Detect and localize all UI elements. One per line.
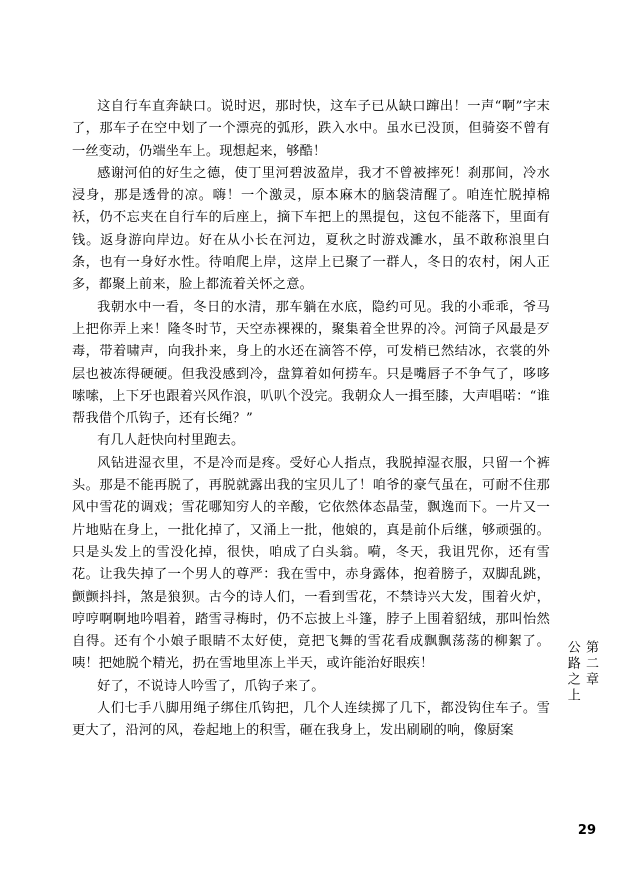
paragraph: 好了，不说诗人吟雪了，爪钩子来了。 bbox=[97, 678, 325, 694]
paragraph: 我朝水中一看，冬日的水清，那车躺在水底，隐约可见。我的小乖乖，爷马上把你弄上来！隆冬时节，天空赤裸裸的，聚集着全世界的冷。河筒子风最是歹毒，带着啸声，向我扑来，身上的水还在滴答不停，可发梢已然结冰，衣裳的外层也被冻得硬硬。但我没感到冷，盘算着如何捞车。只是嘴唇子不争气了，哆哆嗦嗦，上下牙也跟着兴风作浪，叭叭个没完。我朝众人一揖至膝，大声唱喏：“谁帮我借个爪钩子，还有长绳？” bbox=[72, 299, 550, 427]
chapter-side-label bbox=[554, 640, 598, 704]
paragraph: 感谢河伯的好生之德，使丁里河碧波盈岸，我才不曾被摔死！刹那间，冷水浸身，那是透骨的凉。嗨！一个激灵，原本麻木的脑袋清醒了。咱连忙脱掉棉袄，仍不忘夹在自行车的后座上，摘下车把上的黑提包，这包不能落下，里面有钱。返身游向岸边。好在从小长在河边，夏秋之时游戏濉水，虽不敢称浪里白条，也有一身好水性。待咱爬上岸，这岸上已聚了一群人，冬日的农村，闲人正多，都聚上前来，脸上都流着关怀之意。 bbox=[72, 165, 550, 293]
paragraph: 人们七手八脚用绳子绑住爪钩把，几个人连续掷了几下，都没钩住车子。雪更大了，沿河的风，卷起地上的积雪，砸在我身上，发出刷刷的响，像厨案 bbox=[72, 701, 550, 739]
chapter-title-label: 公路之上 bbox=[564, 640, 580, 704]
paragraph: 这自行车直奔缺口。说时迟，那时快，这车子已从缺口蹿出！一声“啊”字末了，那车子在空中划了一个漂亮的弧形，跌入水中。虽水已没顶，但骑姿不曾有一丝变动，仍端坐车上。现想起来，够酷！ bbox=[72, 99, 550, 159]
paragraph: 有几人赶快向村里跑去。 bbox=[97, 433, 245, 449]
chapter-number-label: 第二章 bbox=[583, 640, 598, 688]
page-number: 29 bbox=[577, 823, 596, 838]
body-text-column bbox=[72, 96, 550, 743]
paragraph: 风钻进湿衣里，不是冷而是疼。受好心人指点，我脱掉湿衣服，只留一个裤头。那是不能再脱了，再脱就露出我的宝贝儿了！咱爷的豪气虽在，可耐不住那风中雪花的调戏；雪花哪知穷人的辛酸，它依然体态晶莹，飘逸而下。一片又一片地贴在身上，一批化掉了，又涌上一批，他娘的，真是前仆后继，够顽强的。只是头发上的雪没化掉，很快，咱成了白头翁。嗬，冬天，我诅咒你，还有雪花。让我失掉了一个男人的尊严：我在雪中，赤身露体，抱着膀子，双脚乱跳，颤颤抖抖，煞是狼狈。古今的诗人们，一看到雪花，不禁诗兴大发，围着火炉，哼哼啊啊地吟唱着，踏雪寻梅时，仍不忘披上斗篷，脖子上围着貂绒，那叫怡然自得。还有个小娘子眼睛不太好使，竟把飞舞的雪花看成飘飘荡荡的柳絮了。咦！把她脱个精光，扔在雪地里冻上半天，或许能治好眼疾！ bbox=[72, 455, 550, 672]
